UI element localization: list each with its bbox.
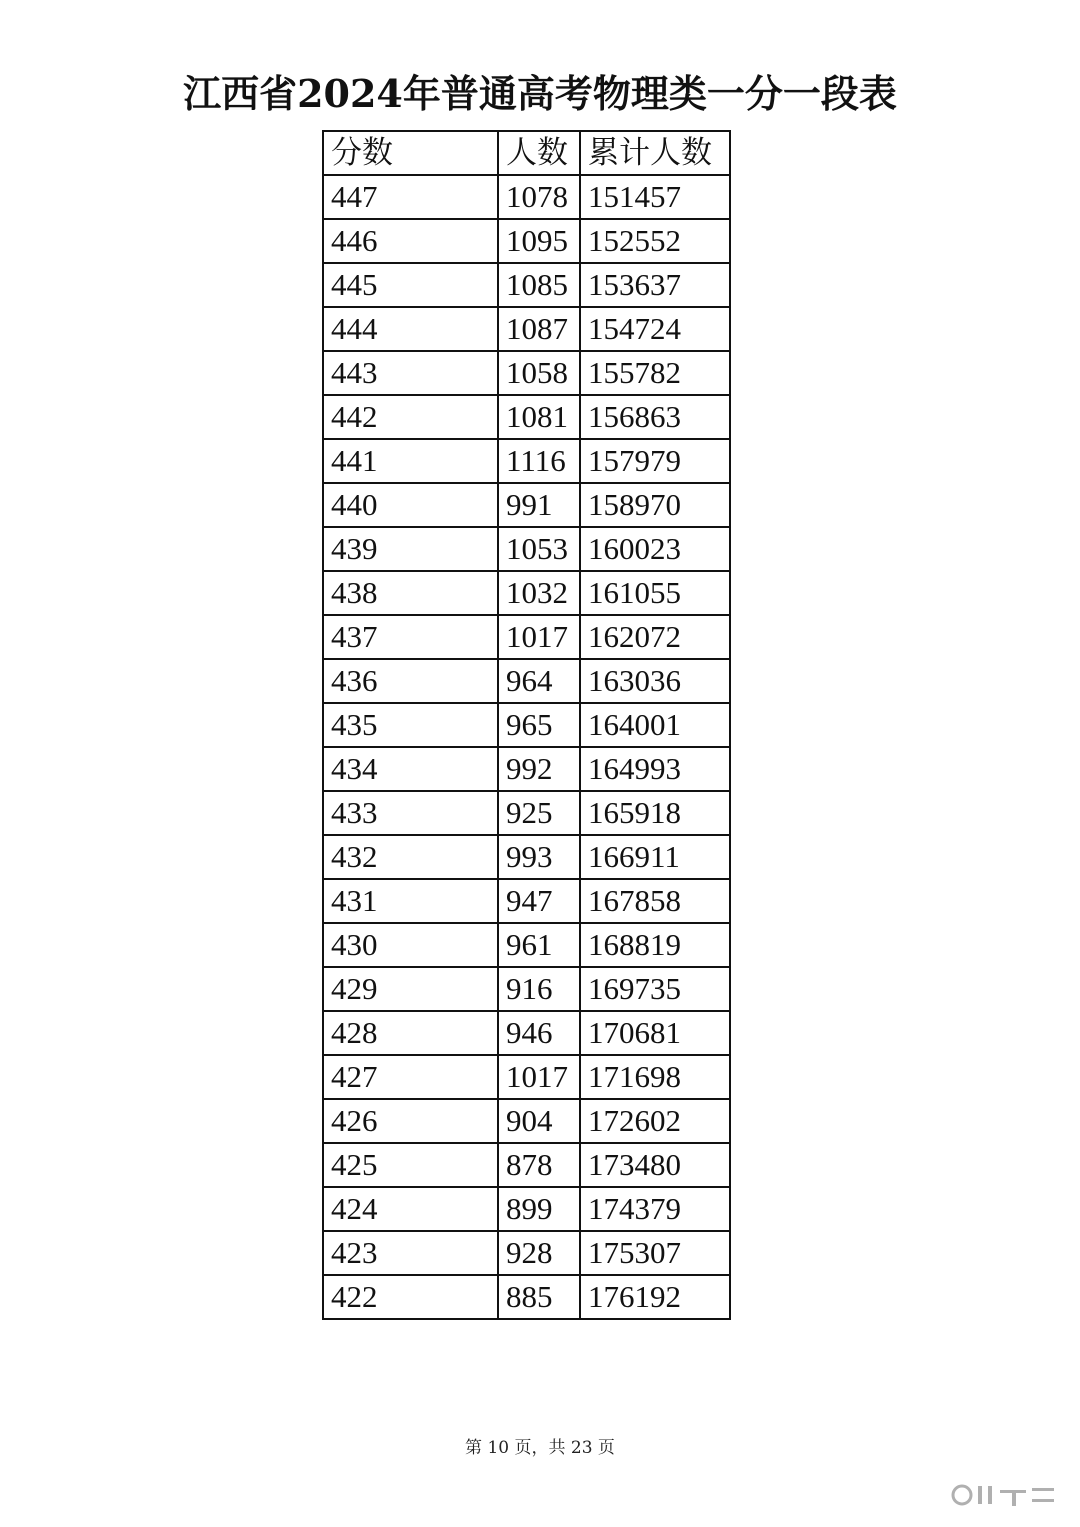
- cell-cumulative: 173480: [580, 1143, 730, 1187]
- cell-score: 422: [323, 1275, 498, 1319]
- table-row: [323, 1143, 730, 1187]
- cell-cumulative: 152552: [580, 219, 730, 263]
- watermark-icon: [948, 1480, 1058, 1510]
- cell-score: 437: [323, 615, 498, 659]
- cell-score: 443: [323, 351, 498, 395]
- cell-cumulative: 163036: [580, 659, 730, 703]
- cell-cumulative: 175307: [580, 1231, 730, 1275]
- cell-cumulative: 164993: [580, 747, 730, 791]
- page-title: 江西省2024年普通高考物理类一分一段表: [183, 71, 897, 116]
- cell-cumulative: 167858: [580, 879, 730, 923]
- cell-score: 425: [323, 1143, 498, 1187]
- cell-count: 1032: [498, 571, 580, 615]
- cell-score: 431: [323, 879, 498, 923]
- cell-cumulative: 161055: [580, 571, 730, 615]
- table-row: [323, 1231, 730, 1275]
- table-row: [323, 263, 730, 307]
- cell-count: 1085: [498, 263, 580, 307]
- cell-count: 878: [498, 1143, 580, 1187]
- cell-cumulative: 168819: [580, 923, 730, 967]
- cell-score: 426: [323, 1099, 498, 1143]
- cell-count: 992: [498, 747, 580, 791]
- cell-cumulative: 162072: [580, 615, 730, 659]
- cell-cumulative: 155782: [580, 351, 730, 395]
- cell-score: 429: [323, 967, 498, 1011]
- table-row: [323, 307, 730, 351]
- cell-cumulative: 170681: [580, 1011, 730, 1055]
- cell-count: 904: [498, 1099, 580, 1143]
- cell-score: 434: [323, 747, 498, 791]
- cell-count: 1017: [498, 615, 580, 659]
- cell-cumulative: 157979: [580, 439, 730, 483]
- table-row: [323, 1099, 730, 1143]
- cell-score: 446: [323, 219, 498, 263]
- cell-cumulative: 165918: [580, 791, 730, 835]
- table-row: [323, 747, 730, 791]
- cell-cumulative: 176192: [580, 1275, 730, 1319]
- cell-count: 1116: [498, 439, 580, 483]
- cell-cumulative: 172602: [580, 1099, 730, 1143]
- cell-score: 442: [323, 395, 498, 439]
- cell-count: 991: [498, 483, 580, 527]
- cell-score: 435: [323, 703, 498, 747]
- table-header-row: [323, 131, 730, 175]
- table-row: [323, 703, 730, 747]
- table-row: [323, 1187, 730, 1231]
- cell-cumulative: 153637: [580, 263, 730, 307]
- cell-score: 445: [323, 263, 498, 307]
- page-footer: 第 10 页，共 23 页: [465, 1438, 615, 1458]
- table-row: [323, 571, 730, 615]
- table-row: [323, 395, 730, 439]
- cell-count: 899: [498, 1187, 580, 1231]
- header-score: 分数: [323, 131, 498, 175]
- cell-score: 439: [323, 527, 498, 571]
- cell-count: 1087: [498, 307, 580, 351]
- table-row: [323, 659, 730, 703]
- cell-count: 1078: [498, 175, 580, 219]
- cell-score: 447: [323, 175, 498, 219]
- table-row: [323, 615, 730, 659]
- cell-cumulative: 158970: [580, 483, 730, 527]
- cell-count: 1081: [498, 395, 580, 439]
- cell-score: 427: [323, 1055, 498, 1099]
- cell-count: 1053: [498, 527, 580, 571]
- cell-cumulative: 154724: [580, 307, 730, 351]
- table-row: [323, 1011, 730, 1055]
- table-row: [323, 923, 730, 967]
- table-row: [323, 1275, 730, 1319]
- cell-count: 965: [498, 703, 580, 747]
- cell-score: 440: [323, 483, 498, 527]
- table-row: [323, 175, 730, 219]
- cell-score: 423: [323, 1231, 498, 1275]
- cell-count: 946: [498, 1011, 580, 1055]
- cell-count: 885: [498, 1275, 580, 1319]
- cell-count: 947: [498, 879, 580, 923]
- cell-cumulative: 164001: [580, 703, 730, 747]
- cell-count: 925: [498, 791, 580, 835]
- cell-cumulative: 174379: [580, 1187, 730, 1231]
- header-count: 人数: [498, 131, 580, 175]
- cell-count: 928: [498, 1231, 580, 1275]
- cell-cumulative: 151457: [580, 175, 730, 219]
- cell-score: 432: [323, 835, 498, 879]
- cell-count: 916: [498, 967, 580, 1011]
- cell-score: 438: [323, 571, 498, 615]
- cell-cumulative: 156863: [580, 395, 730, 439]
- table-row: [323, 1055, 730, 1099]
- table-row: [323, 219, 730, 263]
- cell-count: 1095: [498, 219, 580, 263]
- cell-score: 430: [323, 923, 498, 967]
- header-cumulative: 累计人数: [580, 131, 730, 175]
- cell-score: 424: [323, 1187, 498, 1231]
- cell-count: 993: [498, 835, 580, 879]
- cell-score: 441: [323, 439, 498, 483]
- table-row: [323, 483, 730, 527]
- cell-count: 961: [498, 923, 580, 967]
- table-row: [323, 439, 730, 483]
- cell-count: 1058: [498, 351, 580, 395]
- cell-score: 436: [323, 659, 498, 703]
- cell-score: 428: [323, 1011, 498, 1055]
- cell-score: 433: [323, 791, 498, 835]
- table-body: [323, 175, 730, 1319]
- table-row: [323, 527, 730, 571]
- table-row: [323, 879, 730, 923]
- cell-cumulative: 169735: [580, 967, 730, 1011]
- cell-cumulative: 166911: [580, 835, 730, 879]
- cell-score: 444: [323, 307, 498, 351]
- cell-count: 1017: [498, 1055, 580, 1099]
- table-row: [323, 791, 730, 835]
- table-row: [323, 967, 730, 1011]
- cell-cumulative: 160023: [580, 527, 730, 571]
- score-distribution-table: [322, 130, 731, 1320]
- table-row: [323, 835, 730, 879]
- table-row: [323, 351, 730, 395]
- cell-cumulative: 171698: [580, 1055, 730, 1099]
- cell-count: 964: [498, 659, 580, 703]
